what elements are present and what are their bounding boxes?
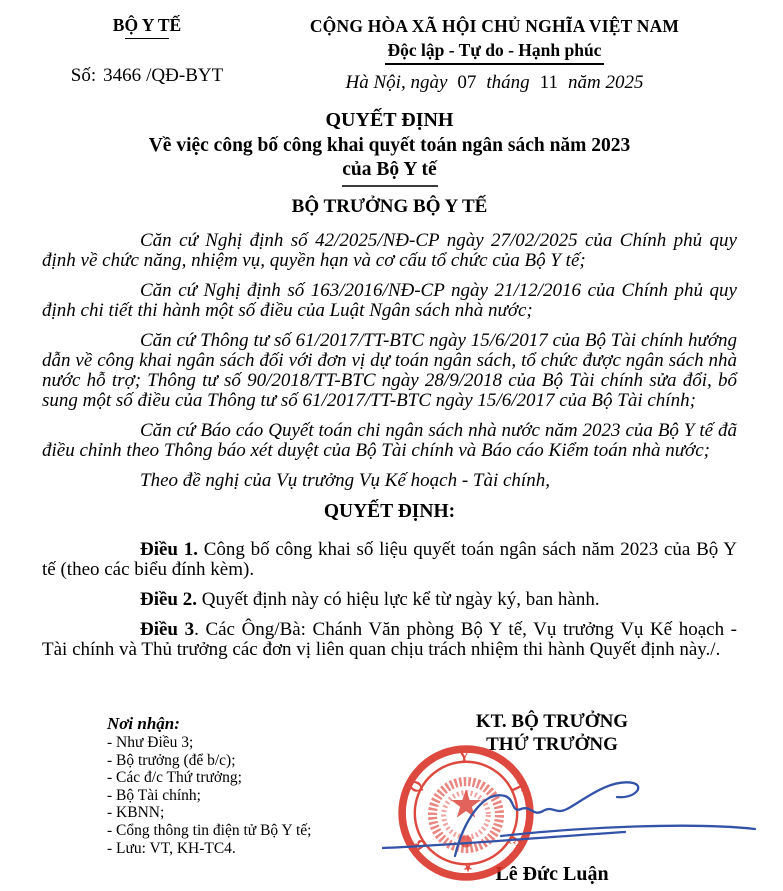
title-subject-org: của Bộ Y tế [342, 159, 437, 180]
seal-bottom-star: ★ [463, 861, 473, 873]
seal-letter: B [410, 836, 430, 855]
preamble-paragraph: Căn cứ Thông tư số 61/2017/TT-BTC ngày 15/6/2017 của Bộ Tài chính hướng dẫn về công khai ngân sách đối với đơn vị dự toán ngân sách, tổ chức được ngân sách nhà nước hỗ trợ; Thông tư số 90/2018/TT-BTC ngày 28/9/2018 của Bộ Tài chính sửa đổi, bổ sung một số điều của Thông tư số 61/2017/TT-BTC ngày 15/6/2017 của Bộ Tài chính; [42, 330, 737, 411]
article-2 [42, 590, 737, 610]
document-number-line [42, 64, 252, 87]
recipient-item: - Bộ Tài chính; [107, 786, 201, 804]
recipient-item: - Các đ/c Thứ trưởng; [107, 769, 242, 787]
issuer-org: BỘ Y TẾ [112, 15, 182, 35]
recipient-item: - Cổng thông tin điện tử Bộ Y tế; [107, 821, 312, 839]
recipients-block [107, 714, 311, 857]
date-day: 07 [457, 72, 477, 93]
title-kind: QUYẾT ĐỊNH [325, 109, 454, 131]
article-1-text: Công bố công khai số liệu quyết toán ngân sách năm 2023 của Bộ Y tế (theo các biểu đính kèm). [42, 539, 737, 580]
place-date-prefix: Hà Nội, ngày [345, 72, 448, 93]
recipient-item: - Lưu: VT, KH-TC4. [107, 839, 236, 857]
article-3 [42, 620, 737, 660]
articles-section [42, 540, 737, 660]
national-motto: Độc lập - Tự do - Hạnh phúc [385, 38, 605, 65]
article-2-text: Quyết định này có hiệu lực kể từ ngày ký, ban hành. [197, 589, 600, 610]
document-number-suffix: /QĐ-BYT [146, 65, 224, 86]
national-title: CỘNG HÒA XÃ HỘI CHỦ NGHĨA VIỆT NAM [309, 16, 680, 36]
signature-title-line2: THỨ TRƯỞNG [486, 734, 618, 755]
issuing-authority: BỘ TRƯỞNG BỘ Y TẾ [291, 196, 488, 217]
preamble-section [42, 231, 737, 491]
seal-letter: Y [458, 748, 470, 766]
seal-letter: Ế [504, 832, 525, 850]
recipient-item: - KBNN; [107, 804, 165, 822]
date-year: năm 2025 [567, 72, 644, 93]
date-month-word: tháng [486, 72, 530, 93]
article-3-label: Điều 3 [140, 619, 195, 640]
issuer-block [42, 14, 252, 94]
document-number-value: 3466 [103, 65, 142, 86]
preamble-paragraph: Căn cứ Nghị định số 42/2025/NĐ-CP ngày 27/02/2025 của Chính phủ quy định về chức năng, nhiệm vụ, quyền hạn và cơ cấu tổ chức của Bộ Y tế; [42, 230, 737, 271]
document-number-label: Số: [70, 65, 97, 86]
seal-letter: T [506, 780, 527, 797]
article-2-label: Điều 2. [140, 589, 197, 610]
article-1-label: Điều 1. [140, 539, 198, 560]
place-date-line [252, 71, 737, 94]
signer-name: Lê Đức Luận [495, 863, 609, 885]
title-divider [342, 185, 438, 187]
recipient-item: - Như Điều 3; [107, 734, 194, 751]
document-title [42, 107, 737, 187]
recipients-heading: Nơi nhận: [107, 714, 180, 733]
document-footer [42, 711, 737, 891]
handwritten-signature [381, 760, 763, 870]
seal-letter: Ộ [406, 777, 427, 796]
preamble-paragraph: Căn cứ Nghị định số 163/2016/NĐ-CP ngày 21/12/2016 của Chính phủ quy định chi tiết thi hành một số điều của Luật Ngân sách nhà nước; [42, 280, 737, 321]
preamble-paragraph: Căn cứ Báo cáo Quyết toán chi ngân sách nhà nước năm 2023 của Bộ Y tế đã điều chỉnh theo Thông báo xét duyệt của Bộ Tài chính và Báo cáo Kiểm toán nhà nước; [42, 420, 737, 461]
national-header-block [252, 14, 737, 94]
recipient-item: - Bộ trưởng (để b/c); [107, 751, 236, 769]
preamble-paragraph: Theo đề nghị của Vụ trưởng Vụ Kế hoạch - Tài chính, [140, 470, 550, 491]
issuer-underline [125, 38, 169, 39]
title-subject: Về việc công bố công khai quyết toán ngân sách năm 2023 [148, 135, 631, 156]
document-header [42, 14, 737, 94]
article-3-text: . Các Ông/Bà: Chánh Văn phòng Bộ Y tế, Vụ trưởng Vụ Kế hoạch - Tài chính và Thủ trưởng các đơn vị liên quan chịu trách nhiệm thi hành Quyết định này./. [42, 619, 737, 660]
date-month: 11 [539, 72, 558, 93]
article-1 [42, 540, 737, 580]
decide-heading: QUYẾT ĐỊNH: [323, 501, 456, 522]
signature-title-line1: KT. BỘ TRƯỞNG [475, 711, 629, 732]
